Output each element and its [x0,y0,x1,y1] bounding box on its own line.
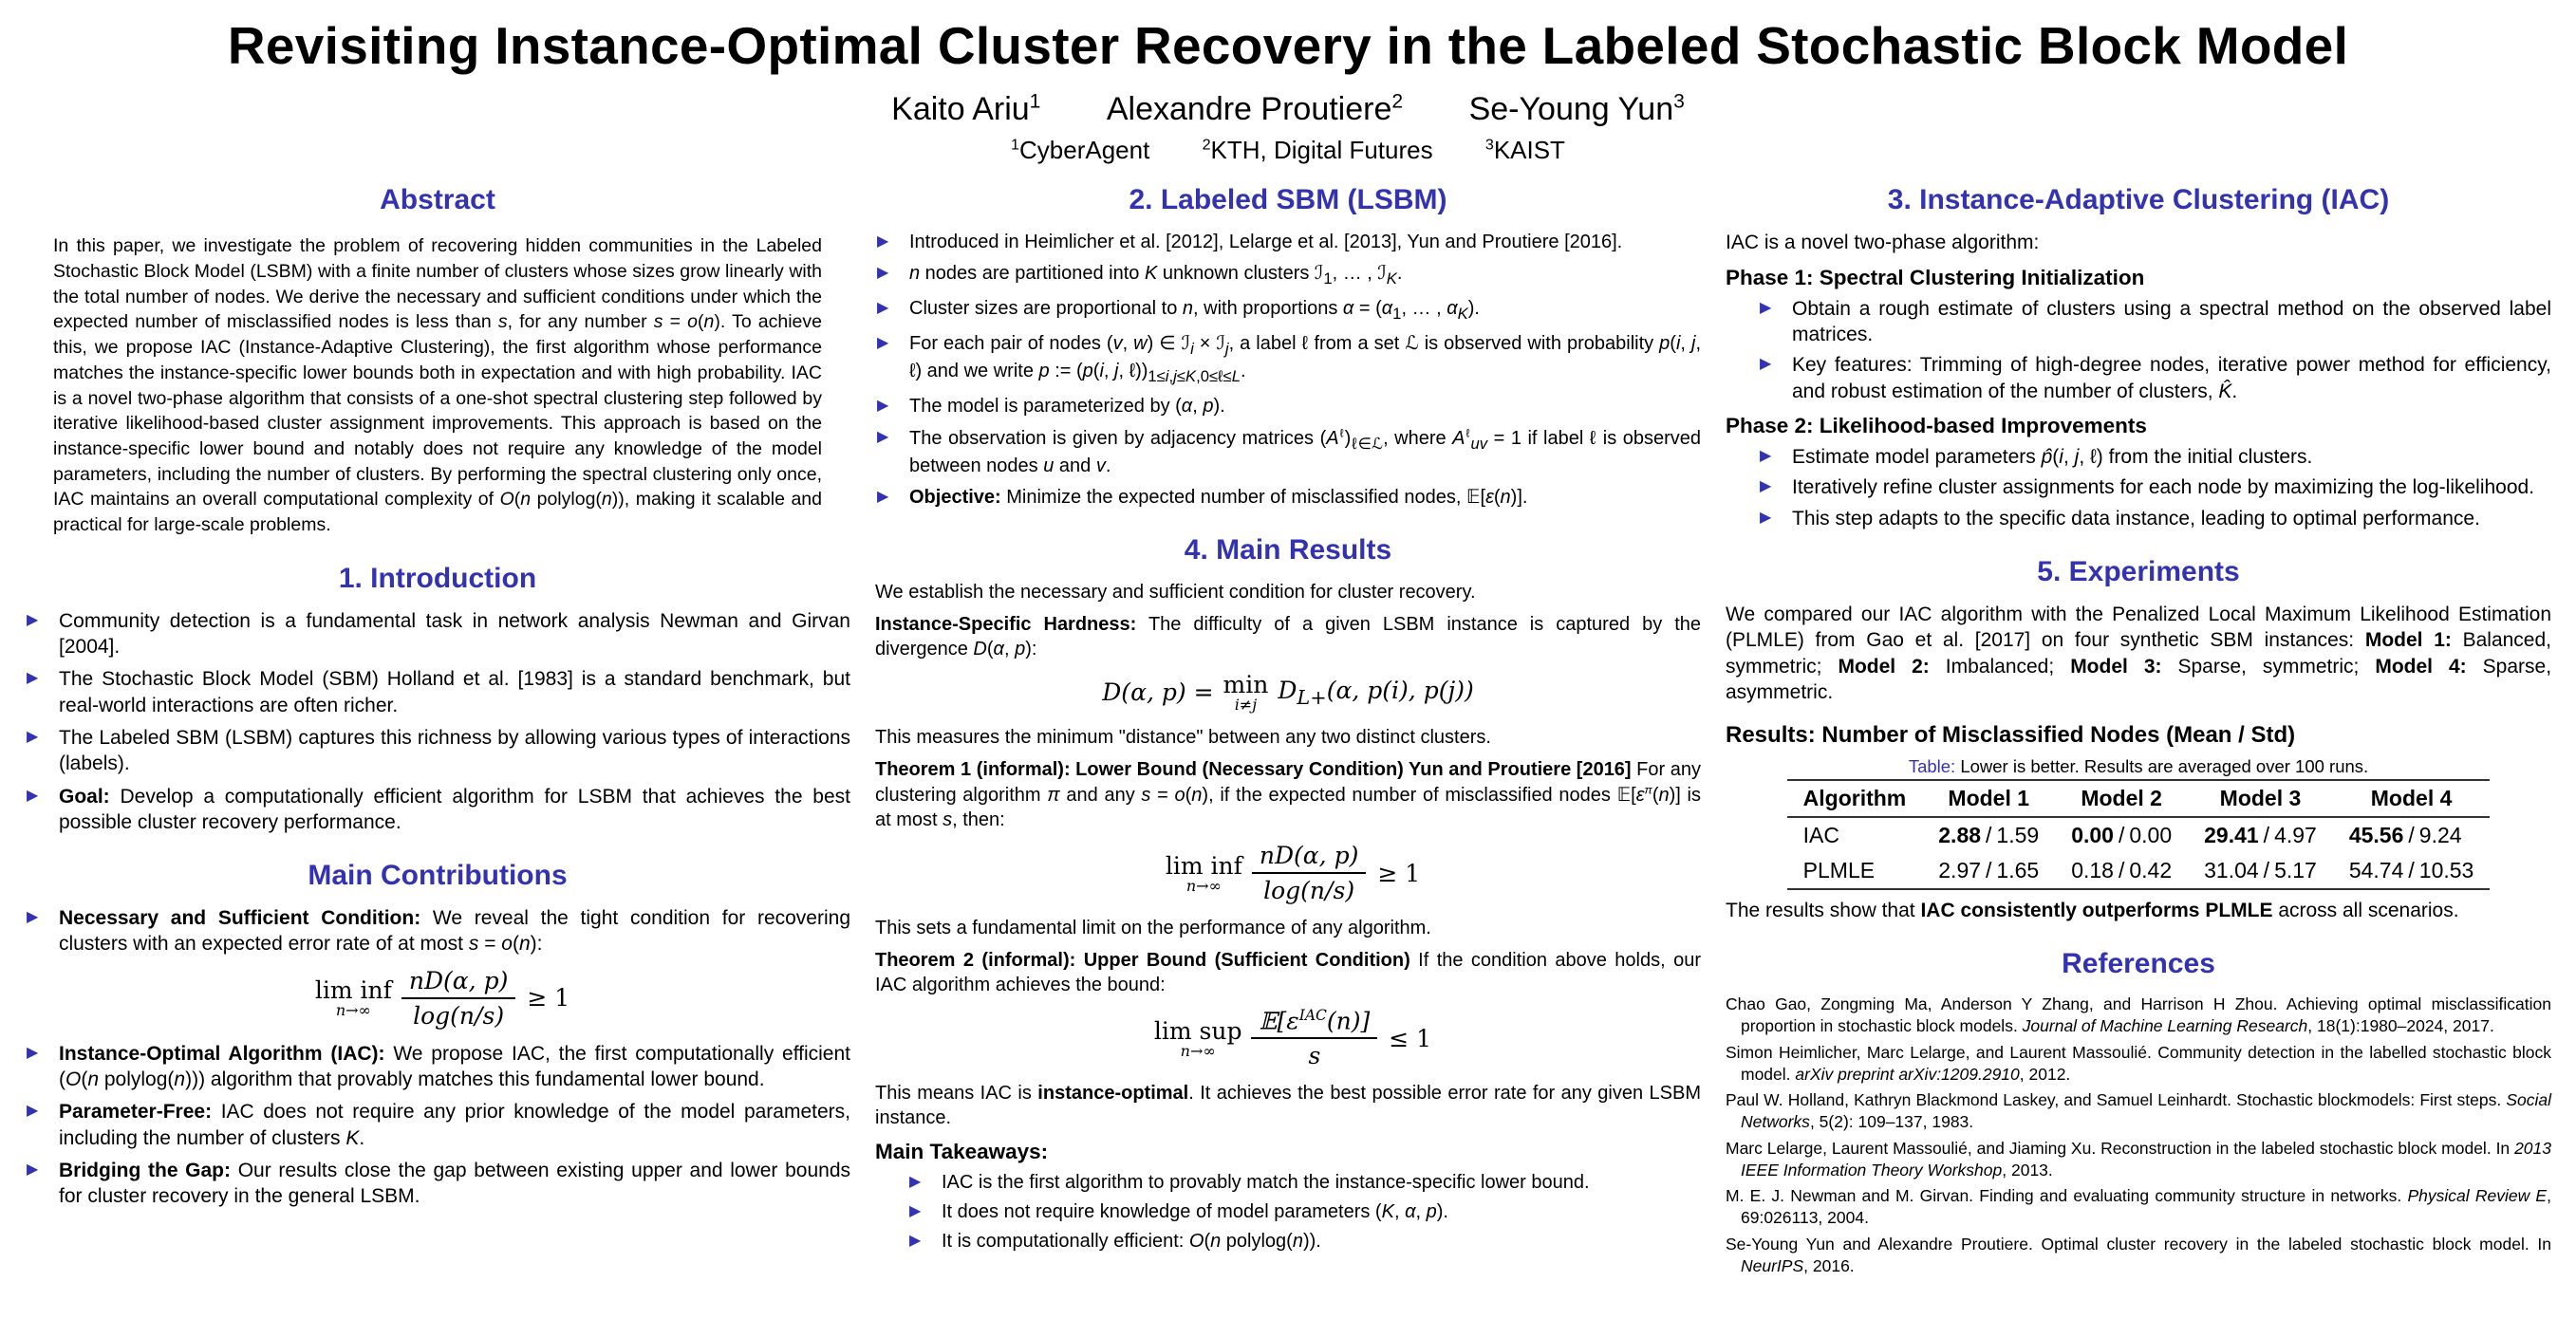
phase-2-heading: Phase 2: Likelihood-based Improvements [1726,413,2147,437]
list-item [25,784,850,836]
list-item-text: The Labeled SBM (LSBM) captures this richness by allowing various types of interactions (labels). [59,726,850,775]
reference-item: Chao Gao, Zongming Ma, Anderson Y Zhang, and Harrison H Zhou. Achieving optimal misclassification proportion in stochastic block models. Journal of Machine Learning Research, 18(1):1980–2024, 2017. [1726,994,2551,1036]
list-item [875,425,1701,478]
author-2 [1107,91,1403,127]
reference-item: M. E. J. Newman and M. Girvan. Finding and evaluating community structure in networks. Physical Review E, 69:026113, 2004. [1726,1186,2551,1228]
abstract-body: In this paper, we investigate the problem of recovering hidden communities in the Labeled Stochastic Block Model (LSBM) with a finite number of clusters whose sizes grow linearly with the total number of nodes. We derive the necessary and sufficient conditions under which the expected number of misclassified nodes is less than s, for any number s = o(n). To achieve this, we propose IAC (Instance-Adaptive Clustering), the first algorithm whose performance matches the instance-specific lower bounds both in expectation and with high probability. IAC is a novel two-phase algorithm that consists of a one-shot spectral clustering step followed by iterative likelihood-based cluster assignment improvements. This approach is based on the instance-specific lower bound and notably does not require any knowledge of the model parameters, including the number of clusters. By performing the spectral clustering only once, IAC maintains an overall computational complexity of O(n polylog(n)), making it scalable and practical for large-scale problems. [53,235,822,536]
divergence-note: This measures the minimum "distance" between any two distinct clusters. [875,727,1491,749]
liminf-operator: lim inf n→∞ [314,976,392,1020]
bullet-icon: ▶ [877,233,889,251]
affiliations-line [0,136,2576,165]
list-item [25,1158,850,1210]
bullet-icon: ▶ [909,1203,922,1220]
iac-intro: IAC is a novel two-phase algorithm: [1726,232,2040,254]
reference-item: Paul W. Holland, Kathryn Blackmond Laskey, and Samuel Leinhardt. Stochastic blockmodels: First steps. Social Networks, 5(2): 109–137, 1983. [1726,1090,2551,1132]
author-name: Se-Young Yun [1468,91,1674,128]
phase-1-list [1758,296,2551,404]
main-results-heading: 4. Main Results [1184,534,1392,567]
relation: ≥ 1 [1377,859,1421,887]
list-item-text: Introduced in Heimlicher et al. [2012], Lelarge et al. [2013], Yun and Proutiere [2016]. [909,232,1623,253]
bullet-icon: ▶ [27,1103,39,1120]
bullet-icon: ▶ [27,611,39,628]
list-item [907,1170,1701,1195]
formula-rhs: $D_{L+}(\alpha$, p(i), p(j)) [1278,676,1474,709]
instance-optimal-note: This means IAC is instance-optimal. It achieves the best possible error rate for any given LSBM instance. [875,1083,1702,1129]
bullet-icon: ▶ [1760,356,1772,373]
bullet-icon: ▶ [909,1233,922,1250]
takeaways-heading: Main Takeaways: [875,1140,1049,1164]
table-cell: 45.56 / 9.24 [2348,823,2462,848]
bullet-icon: ▶ [27,1161,39,1178]
relation: ≤ 1 [1389,1024,1432,1052]
list-item [25,1041,850,1093]
introduction-heading: 1. Introduction [338,562,537,594]
table-cell: 0.00 / 0.00 [2071,823,2173,848]
list-item [907,1229,1701,1254]
affiliation-name: KTH, Digital Futures [1210,136,1433,165]
algorithm-cell: PLMLE [1802,858,1876,883]
list-item-text: Instance-Optimal Algorithm (IAC): We propose IAC, the first computationally efficient (O(n polylog(n))) algorithm that provably matches this fundamental lower bound. [59,1042,851,1091]
hardness-paragraph: Instance-Specific Hardness: The difficulty of a given LSBM instance is captured by the divergence D(α, p): [875,614,1701,660]
theorem-1: Theorem 1 (informal): Lower Bound (Necessary Condition) Yun and Proutiere [2016] For any clustering algorithm π and any s = o(n), if the expected number of misclassified nodes $𝔼[\varepsilon^\pi(n)]$ is at most s, then: [875,759,1702,830]
min-operator: min i≠j [1223,671,1269,715]
bullet-icon: ▶ [877,265,889,282]
authors-line [0,91,2576,128]
takeaways-list [907,1170,1701,1254]
affiliation-name: KAIST [1493,136,1565,165]
column-header: Algorithm [1787,780,1923,817]
bullet-icon: ▶ [1760,448,1772,465]
reference-item: Marc Lelarge, Laurent Massoulié, and Jiaming Xu. Reconstruction in the labeled stochastic block model. In 2013 IEEE Information Theory Workshop, 2013. [1726,1138,2551,1180]
author-sup: 1 [1029,91,1041,113]
column-left [25,171,850,1216]
column-header: Model 1 [1922,780,2055,817]
liminf-operator: lim inf n→∞ [1165,851,1242,895]
bullet-icon: ▶ [877,334,889,351]
list-item-text: It is computationally efficient: O(n polylog(n)). [942,1231,1321,1253]
bullet-icon: ▶ [1760,299,1772,316]
results-table [1787,779,2491,890]
table-row-iac [1787,817,2491,853]
affiliation-sup: 2 [1202,136,1211,154]
columns [0,165,2576,1281]
table-cell: 29.41 / 4.97 [2204,823,2317,848]
affiliation-sup: 3 [1484,136,1494,154]
list-item-text: Iteratively refine cluster assignments for each node by maximizing the log-likelihood. [1792,476,2535,499]
list-item [875,485,1701,510]
author-name: Alexandre Proutiere [1106,91,1392,128]
phase-1-heading: Phase 1: Spectral Clustering Initialization [1726,265,2145,289]
list-item-text: It does not require knowledge of model parameters (K, α, p). [942,1201,1448,1223]
formula-upper-bound [875,1007,1701,1069]
bullet-icon: ▶ [877,300,889,316]
lsbm-heading: 2. Labeled SBM (LSBM) [1129,184,1447,216]
phase-2-list [1758,444,2551,531]
list-item [1758,352,2551,404]
list-item [875,331,1701,387]
affiliation-sup: 1 [1011,136,1020,154]
table-cell: 54.74 / 10.53 [2348,858,2474,883]
list-item [875,296,1701,325]
table-cell: 2.88 / 1.59 [1938,823,2040,848]
column-header: Model 4 [2333,780,2491,817]
table-row-plmle [1787,853,2491,889]
bullet-icon: ▶ [877,398,889,415]
results-table-heading: Results: Number of Misclassified Nodes (Mean / Std) [1726,722,2296,749]
reference-item: Se-Young Yun and Alexandre Proutiere. Optimal cluster recovery in the labeled stochastic block model. In NeurIPS, 2016. [1726,1234,2551,1275]
formula-lhs: D(α, p) = [1102,678,1214,707]
table-header-row [1787,780,2491,817]
author-name: Kaito Ariu [891,91,1030,128]
references-heading: References [2062,948,2215,980]
lsbm-list [875,230,1701,510]
list-item-text: Estimate model parameters p̂(i, j, ℓ) from the initial clusters. [1792,446,2313,469]
fraction: $\frac{𝔼[\varepsilon^{IAC}(n)]}{s}$ [1251,1007,1377,1069]
algorithm-cell: IAC [1802,823,1839,848]
list-item-text: n nodes are partitioned into K unknown clusters ℐ$_1$, … , ℐ$_K$. [909,263,1403,288]
list-item [25,608,850,660]
poster-header [0,0,2576,165]
reference-item: Simon Heimlicher, Marc Lelarge, and Laurent Massoulié. Community detection in the labelled stochastic block model. arXiv preprint arXiv:1209.2910, 2012. [1726,1042,2551,1084]
fraction: $\frac{nD(\alpha, p)}{\log(n/s)}$ [1252,842,1367,904]
column-middle [875,171,1701,1258]
list-item-text: This step adapts to the specific data instance, leading to optimal performance. [1792,507,2480,529]
list-item [25,905,850,957]
list-item-text: Parameter-Free: IAC does not require any prior knowledge of the model parameters, including the number of clusters K. [59,1101,850,1149]
bullet-icon: ▶ [27,728,39,745]
author-1 [891,91,1040,127]
list-item-text: Objective: Minimize the expected number of misclassified nodes, 𝔼[ε(n)]. [909,487,1528,509]
contributions-heading: Main Contributions [308,860,568,892]
table-cell: 31.04 / 5.17 [2204,858,2317,883]
list-item [1758,506,2551,531]
list-item-text: IAC is the first algorithm to provably match the instance-specific lower bound. [942,1172,1590,1194]
iac-heading: 3. Instance-Adaptive Clustering (IAC) [1887,184,2390,216]
list-item [875,230,1701,254]
limsup-operator: lim sup n→∞ [1153,1016,1242,1060]
fraction: $\frac{nD(\alpha, p)}{\log(n/s)}$ [401,967,516,1030]
list-item-text: Obtain a rough estimate of clusters using a spectral method on the observed label matrices. [1792,297,2551,346]
bullet-icon: ▶ [1760,478,1772,495]
column-header: Model 2 [2055,780,2188,817]
list-item [25,666,850,718]
experiments-intro: We compared our IAC algorithm with the Penalized Local Maximum Likelihood Estimation (PLMLE) from Gao et al. [2017] on four synthetic SBM instances: Model 1: Balanced, symmetric; Model 2: Imbalanced; Model 3: Sparse, symmetric; Model 4: Sparse, asymmetric. [1726,603,2552,703]
experiments-heading: 5. Experiments [2037,555,2240,587]
poster-title: Revisiting Instance-Optimal Cluster Recovery in the Labeled Stochastic Block Model [227,16,2349,75]
table-caption: Table: Lower is better. Results are averaged over 100 runs. [1908,756,2369,777]
list-item [875,394,1701,418]
introduction-list [25,608,850,835]
list-item-text: Key features: Trimming of high-degree nodes, iterative power method for efficiency, and robust estimation of the number of clusters, K̂. [1792,354,2551,402]
list-item [25,725,850,777]
table-cell: 0.18 / 0.42 [2071,858,2173,883]
formula-divergence [875,671,1701,714]
bullet-icon: ▶ [877,429,889,446]
author-sup: 3 [1673,91,1685,113]
list-item [907,1199,1701,1224]
column-header: Model 3 [2188,780,2333,817]
affiliation-2 [1203,136,1433,164]
results-intro: We establish the necessary and sufficient condition for cluster recovery. [875,582,1476,604]
bullet-icon: ▶ [1760,509,1772,526]
list-item-text: Bridging the Gap: Our results close the gap between existing upper and lower bounds for cluster recovery in the general LSBM. [59,1159,851,1208]
author-sup: 2 [1391,91,1404,113]
list-item [25,1099,850,1151]
abstract-heading: Abstract [380,184,495,216]
references-list [1726,994,2551,1276]
list-item-text: Necessary and Sufficient Condition: We reveal the tight condition for recovering clusters with an expected error rate of at most s = o(n): [59,907,850,956]
bullet-icon: ▶ [27,1044,39,1061]
table-cell: 2.97 / 1.65 [1938,858,2040,883]
list-item [1758,296,2551,348]
list-item-text: Goal: Develop a computationally efficient algorithm for LSBM that achieves the best possible cluster recovery performance. [59,785,850,833]
relation: ≥ 1 [527,984,570,1012]
bullet-icon: ▶ [909,1174,922,1191]
affiliation-3 [1485,136,1565,164]
list-item-text: Community detection is a fundamental task in network analysis Newman and Girvan [2004]. [59,609,850,659]
formula-lower-bound [875,842,1701,904]
theorem-2: Theorem 2 (informal): Upper Bound (Sufficient Condition) If the condition above holds, our IAC algorithm achieves the bound: [875,950,1701,995]
list-item-text: Cluster sizes are proportional to n, with proportions $\alpha = (\alpha_1$, … , $\alpha_K$). [909,298,1480,323]
list-item-text: For each pair of nodes (v, w) ∈ ℐ$_i$ × ℐ$_j$, a label ℓ from a set ℒ is observed with probability p(i, j, ℓ) and we write p := (p(i, j, $\ell))_{1\le i,j\le K,0\le\ell\le L}$. [909,332,1701,386]
lower-bound-note: This sets a fundamental limit on the performance of any algorithm. [875,918,1431,938]
bullet-icon: ▶ [27,787,39,804]
affiliation-name: CyberAgent [1019,136,1150,165]
list-item-text: The model is parameterized by (α, p). [909,396,1225,418]
affiliation-1 [1011,136,1149,164]
experiments-conclusion: The results show that IAC consistently outperforms PLMLE across all scenarios. [1726,900,2459,922]
author-3 [1469,91,1685,127]
list-item-text: The observation is given by adjacency matrices $(A^\ell)_{\ell\in ℒ}$, where $A^\ell_{uv} = 1$ if label ℓ is observed between nodes u and v. [909,426,1702,477]
list-item-text: The Stochastic Block Model (SBM) Holland et al. [1983] is a standard benchmark, but real-world interactions are often richer. [59,668,850,716]
bullet-icon: ▶ [877,489,889,506]
bullet-icon: ▶ [27,909,39,926]
contributions-list [25,905,850,1209]
list-item [875,261,1701,289]
list-item [1758,474,2551,500]
formula-tight-condition [25,967,850,1030]
list-item [1758,444,2551,470]
column-right [1726,171,2551,1281]
bullet-icon: ▶ [27,670,39,687]
